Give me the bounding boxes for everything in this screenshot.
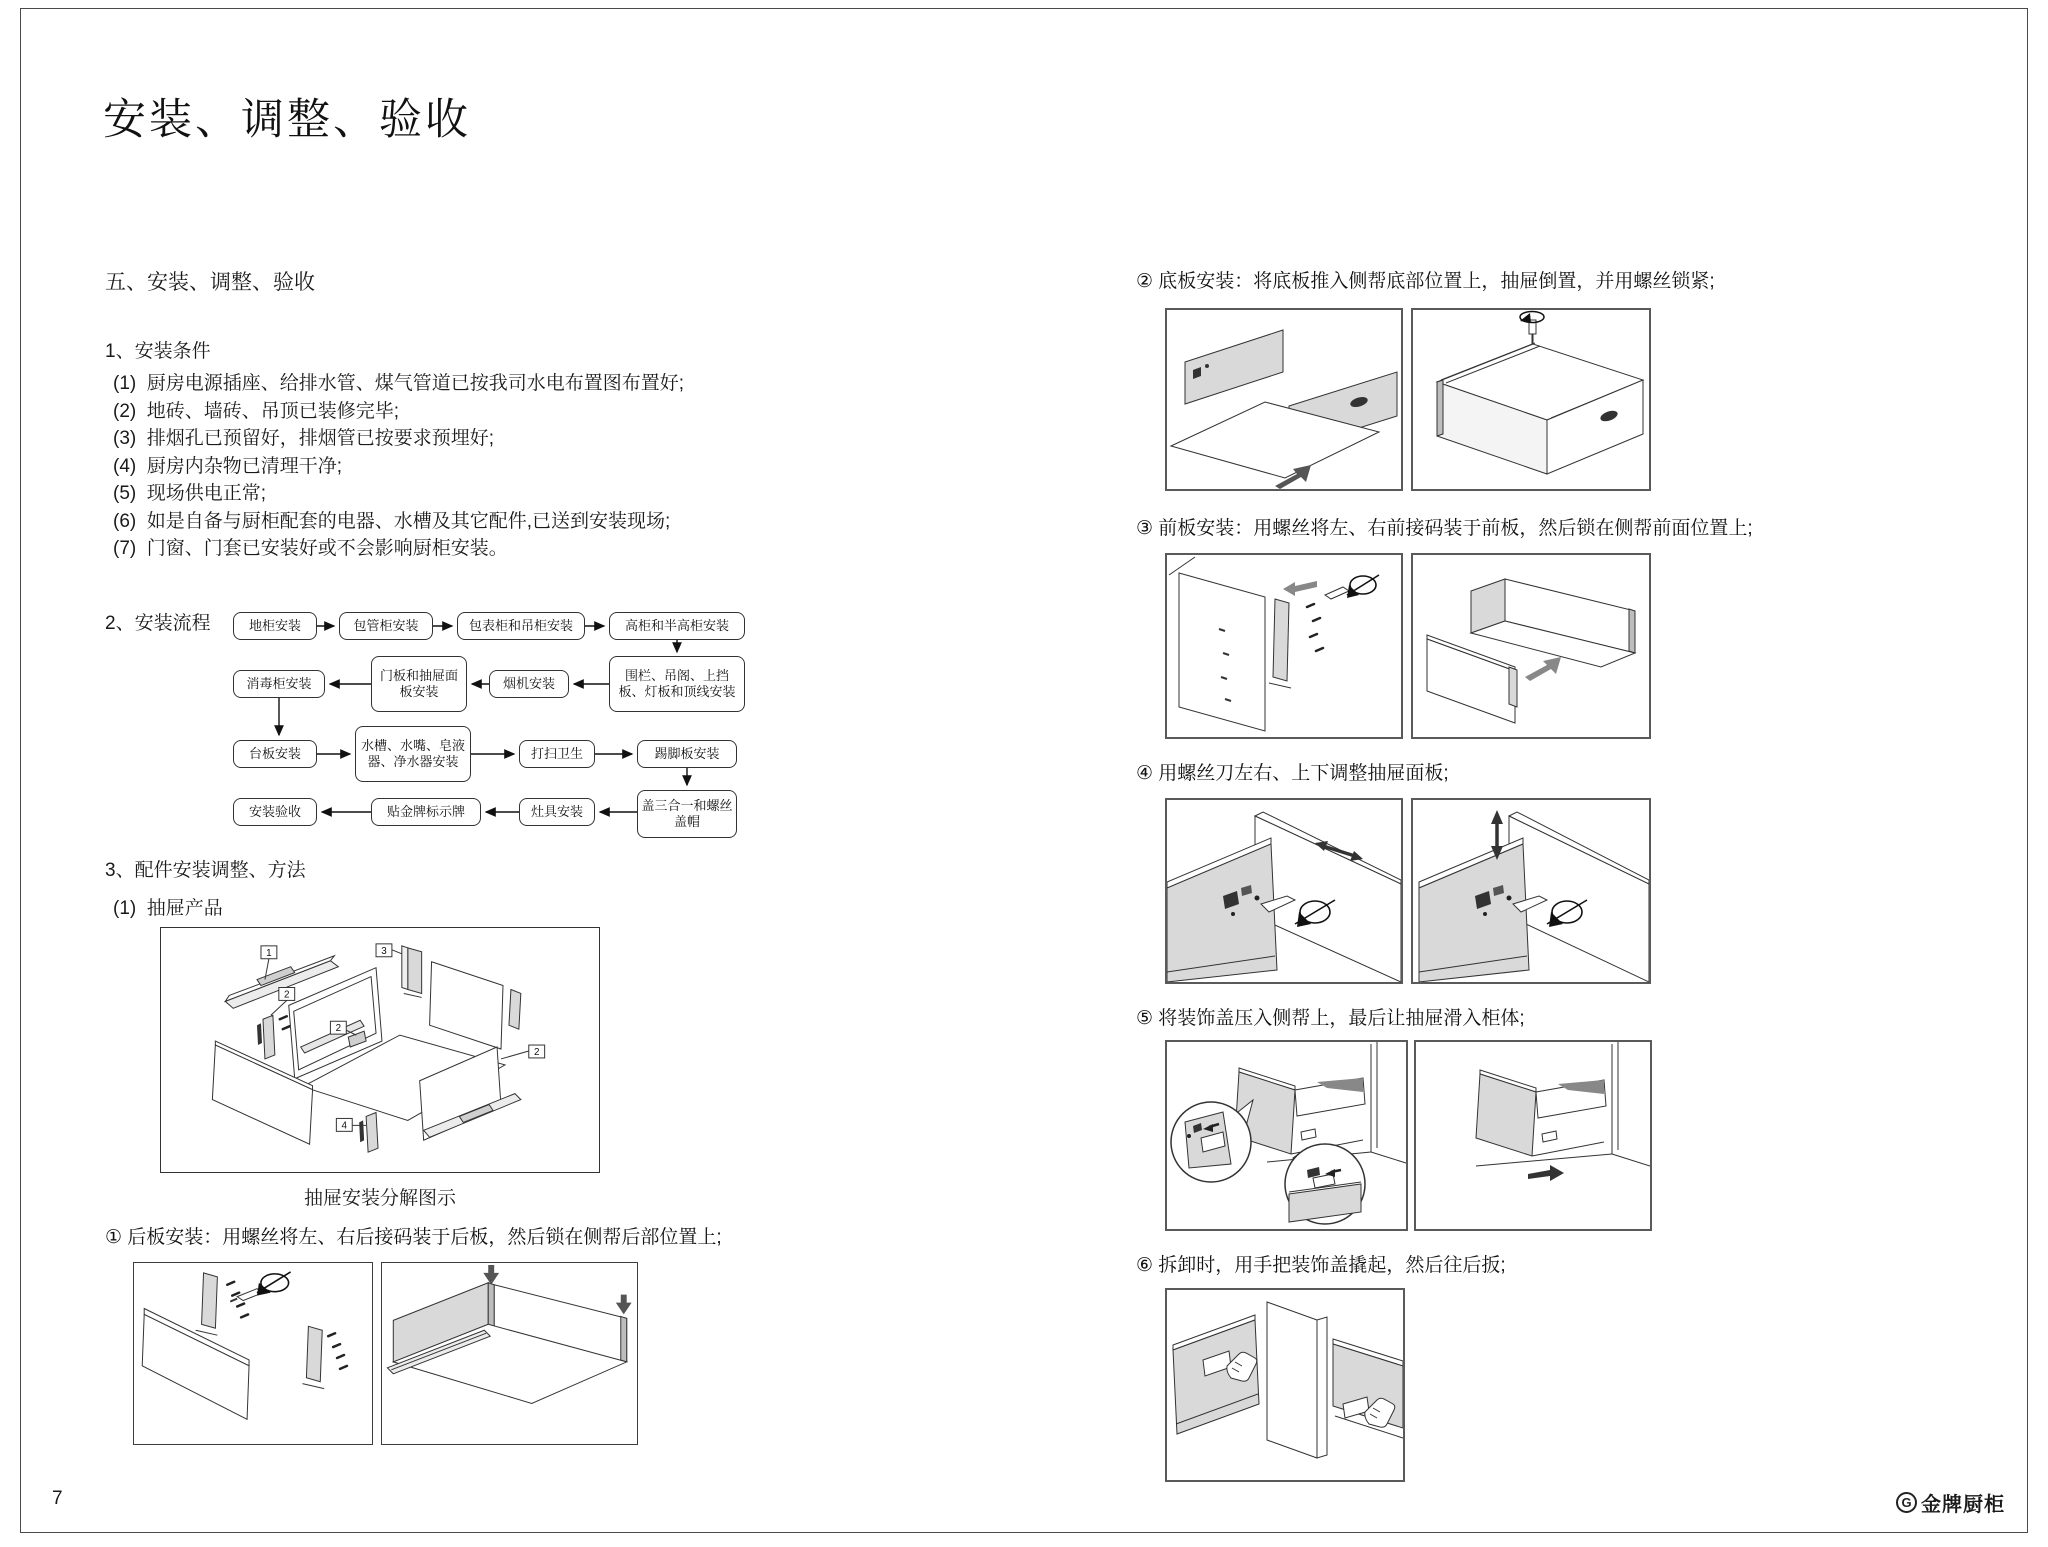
- step5-figure-b: [1414, 1040, 1652, 1231]
- part-label-2: 2: [533, 1046, 540, 1058]
- condition-item: (4) 厨房内杂物已清理干净;: [113, 455, 343, 477]
- brand-logo: [1896, 1488, 2005, 1517]
- step2-figure-a: [1165, 308, 1403, 491]
- condition-item: (1) 厨房电源插座、给排水管、煤气管道已按我司水电布置图布置好;: [113, 373, 685, 394]
- step5-figure-a: [1165, 1040, 1408, 1231]
- cover-removal-diagram: [1167, 1290, 1403, 1480]
- drawer-exploded-figure: [160, 927, 600, 1173]
- step4-figure-b: [1411, 798, 1651, 984]
- flow-node: 水槽、水嘴、皂液器、净水器安装: [355, 726, 471, 782]
- step2-figure-b: [1411, 308, 1651, 491]
- page-title: 安装、调整、验收: [103, 96, 471, 144]
- rotate-icon: [1347, 575, 1379, 598]
- flow-node: 盖三合一和螺丝盖帽: [637, 790, 737, 838]
- screwdriver-icon: [1325, 587, 1349, 599]
- rotate-icon: [257, 1272, 291, 1296]
- step1-heading: ① 后板安装：用螺丝将左、右后接码装于后板，然后锁在侧帮后部位置上;: [105, 1227, 722, 1248]
- bottom-panel-insert-diagram: [1167, 310, 1401, 489]
- page-number: 7: [52, 1488, 63, 1509]
- flow-node: 地柜安装: [233, 612, 317, 640]
- front-panel-lock-diagram: [1413, 555, 1649, 737]
- slide-in-arrow-icon: [1528, 1165, 1564, 1181]
- condition-item: (5) 现场供电正常;: [113, 483, 267, 504]
- flow-heading: 2、安装流程: [105, 613, 211, 634]
- condition-item: (7) 门窗、门套已安装好或不会影响厨柜安装。: [113, 538, 508, 559]
- part-label-2: 2: [284, 989, 290, 1001]
- step4-heading: ④ 用螺丝刀左右、上下调整抽屉面板;: [1136, 763, 1449, 784]
- step4-figure-a: [1165, 798, 1403, 984]
- condition-item: (2) 地砖、墙砖、吊顶已装修完毕;: [113, 400, 400, 422]
- conditions-list: [113, 370, 684, 563]
- drawer-slide-in-diagram: [1416, 1042, 1650, 1229]
- accessories-sub-heading: (1) 抽屉产品: [113, 898, 223, 919]
- cover-press-diagram: [1167, 1042, 1406, 1229]
- flow-node: 灶具安装: [519, 798, 595, 826]
- flow-node: 包表柜和吊柜安装: [457, 612, 585, 640]
- installation-flowchart: [233, 598, 745, 844]
- condition-item: (3) 排烟孔已预留好，排烟管已按要求预埋好;: [113, 428, 495, 449]
- attach-arrow-icon: [1283, 581, 1317, 596]
- flow-node: 踢脚板安装: [637, 740, 737, 768]
- drawer-back-assembly-diagram: [382, 1263, 637, 1444]
- part-label-3: 3: [381, 945, 387, 957]
- conditions-heading: 1、安装条件: [105, 341, 211, 362]
- flow-node: 台板安装: [233, 740, 317, 768]
- drawer-exploded-diagram: [161, 928, 599, 1172]
- flow-node: 包管柜安装: [339, 612, 433, 640]
- back-panel-bracket-diagram: [134, 1263, 372, 1444]
- step3-figure-b: [1411, 553, 1651, 739]
- flow-node: 安装验收: [233, 798, 317, 826]
- screws-icon: [1307, 604, 1323, 651]
- step6-figure: [1165, 1288, 1405, 1482]
- adjust-vertical-diagram: [1413, 800, 1649, 982]
- flow-node: 消毒柜安装: [233, 670, 325, 698]
- flow-node: 贴金牌标示牌: [371, 798, 481, 826]
- step6-heading: ⑥ 拆卸时，用手把装饰盖撬起，然后往后扳;: [1136, 1255, 1506, 1276]
- brand-logo-icon: G: [1896, 1492, 1917, 1513]
- step1-figure-a: [133, 1262, 373, 1445]
- adjust-horizontal-diagram: [1167, 800, 1401, 982]
- brand-logo-text: 金牌厨柜: [1921, 1494, 2005, 1516]
- accessories-heading: 3、配件安装调整、方法: [105, 860, 306, 881]
- step5-heading: ⑤ 将装饰盖压入侧帮上，最后让抽屉滑入柜体;: [1136, 1008, 1525, 1029]
- screws-icon: [328, 1333, 347, 1369]
- magnifier-detail-left: [1171, 1102, 1251, 1182]
- down-arrow-icon: [483, 1265, 499, 1285]
- step3-heading: ③ 前板安装：用螺丝将左、右前接码装于前板，然后锁在侧帮前面位置上;: [1136, 518, 1753, 539]
- inverted-drawer-screw-diagram: [1413, 310, 1649, 489]
- part-label-1: 1: [266, 947, 272, 959]
- exploded-caption: 抽屉安装分解图示: [303, 1188, 456, 1209]
- condition-item: (6) 如是自备与厨柜配套的电器、水槽及其它配件,已送到安装现场;: [113, 510, 671, 532]
- step1-figure-b: [381, 1262, 638, 1445]
- part-label-2: 2: [335, 1023, 342, 1035]
- magnifier-detail-right: [1285, 1144, 1365, 1224]
- part-label-4: 4: [341, 1120, 348, 1132]
- flow-node: 高柜和半高柜安装: [609, 612, 745, 640]
- flow-node: 门板和抽屉面板安装: [371, 656, 467, 712]
- flow-node: 围栏、吊阁、上挡板、灯板和顶线安装: [609, 656, 745, 712]
- down-arrow-icon: [616, 1295, 632, 1315]
- attach-arrow-icon: [1525, 657, 1561, 681]
- screwdriver-icon: [1529, 320, 1536, 344]
- step2-heading: ② 底板安装：将底板推入侧帮底部位置上，抽屉倒置，并用螺丝锁紧;: [1136, 271, 1715, 292]
- step3-figure-a: [1165, 553, 1403, 739]
- front-panel-bracket-diagram: [1167, 555, 1401, 737]
- flow-node: 烟机安装: [489, 670, 569, 698]
- section-heading: 五、安装、调整、验收: [105, 271, 315, 294]
- flow-node: 打扫卫生: [519, 740, 595, 768]
